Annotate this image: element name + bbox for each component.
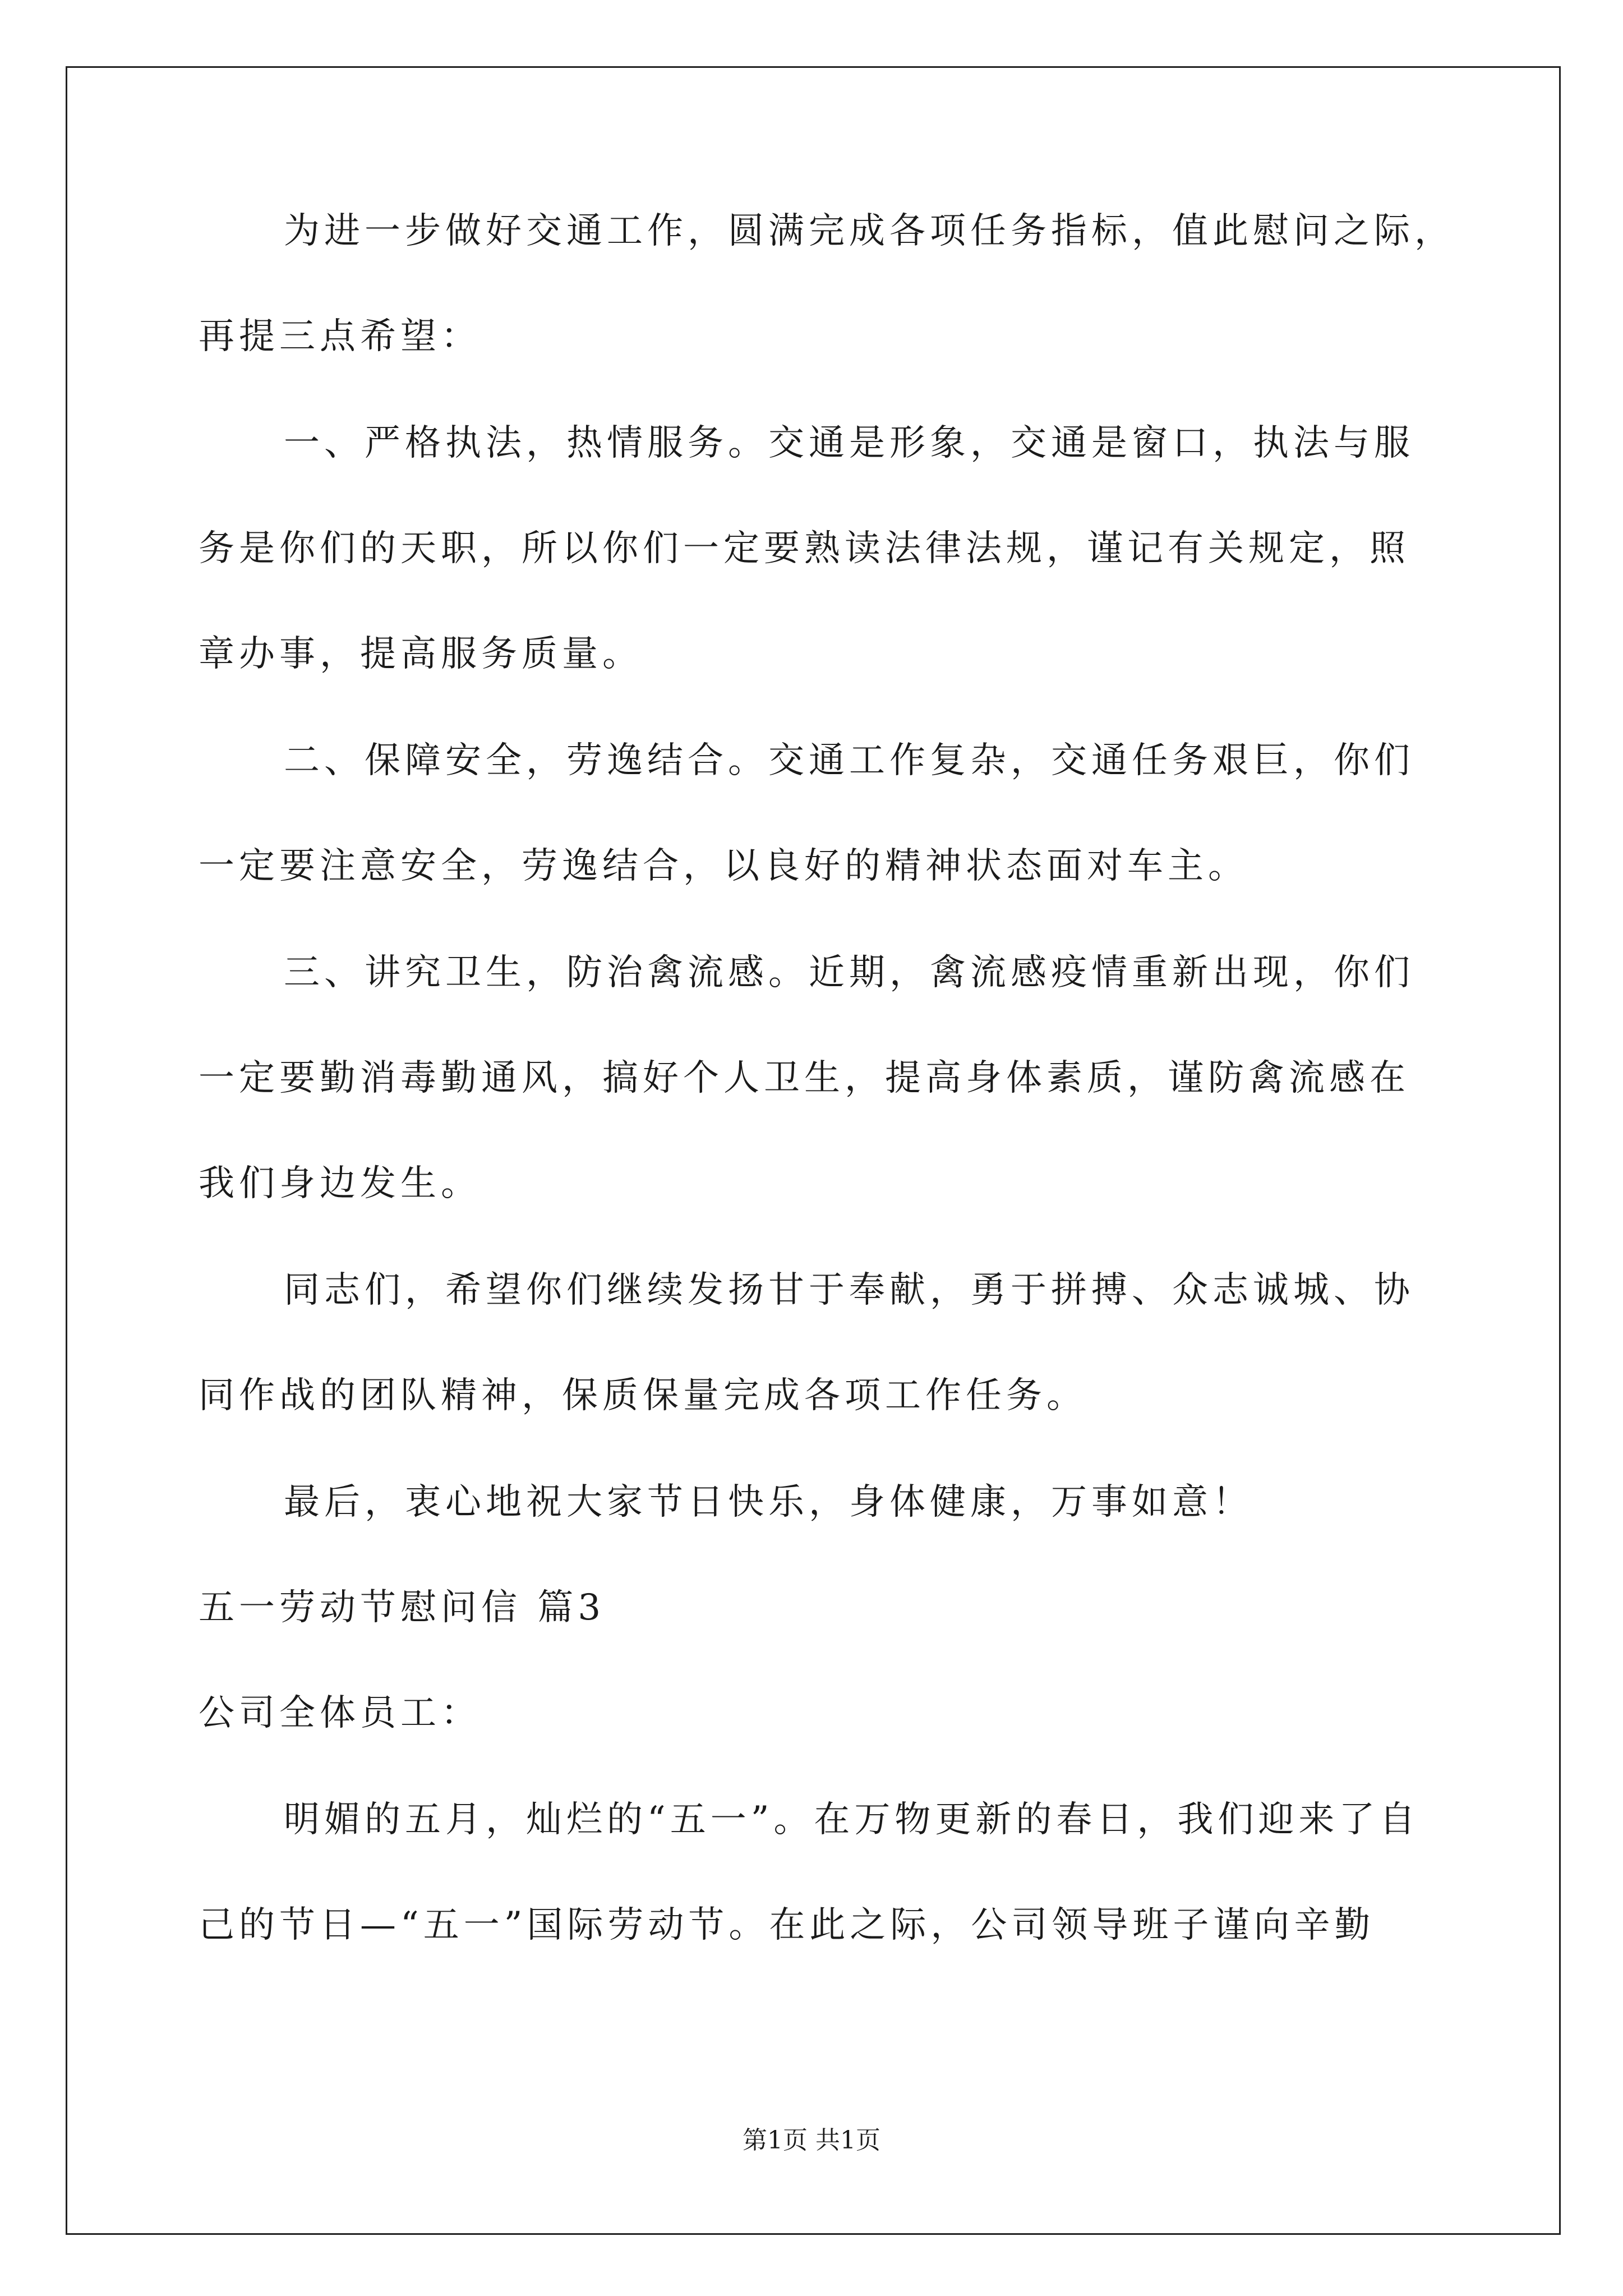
text-line: 一定要勤消毒勤通风，搞好个人卫生，提高身体素质，谨防禽流感在: [199, 1057, 1410, 1099]
page-footer: [0, 2127, 1623, 2154]
text-line: 务是你们的天职，所以你们一定要熟读法律法规，谨记有关规定，照: [199, 528, 1410, 569]
text-line: 一定要注意安全，劳逸结合，以良好的精神状态面对车主。: [199, 845, 1248, 887]
text-line: 同志们，希望你们继续发扬甘于奉献，勇于拼搏、众志诚城、协: [284, 1269, 1414, 1311]
text-line: 同作战的团队精神，保质保量完成各项工作任务。: [199, 1375, 1087, 1416]
text-line: 二、保障安全，劳逸结合。交通工作复杂，交通任务艰巨，你们: [284, 740, 1414, 781]
salutation: 公司全体员工：: [199, 1692, 481, 1734]
page-number-label: 第1页 共1页: [743, 2126, 880, 2155]
text-line: 我们身边发生。: [199, 1163, 481, 1204]
text-line: 己的节日—“五一”国际劳动节。在此之际，公司领导班子谨向辛勤: [199, 1904, 1375, 1946]
text-line: 章办事，提高服务质量。: [199, 633, 643, 675]
text-line: 一、严格执法，热情服务。交通是形象，交通是窗口，执法与服: [284, 422, 1414, 464]
text-line: 明媚的五月，灿烂的“五一”。在万物更新的春日，我们迎来了自: [284, 1799, 1420, 1841]
text-line: 再提三点希望：: [199, 316, 481, 357]
text-line: 最后，衷心地祝大家节日快乐，身体健康，万事如意！: [284, 1481, 1253, 1523]
text-line: 为进一步做好交通工作，圆满完成各项任务指标，值此慰问之际，: [284, 210, 1455, 252]
text-line: 三、讲究卫生，防治禽流感。近期，禽流感疫情重新出现，你们: [284, 952, 1414, 993]
section-heading: 五一劳动节慰问信 篇3: [199, 1587, 606, 1628]
